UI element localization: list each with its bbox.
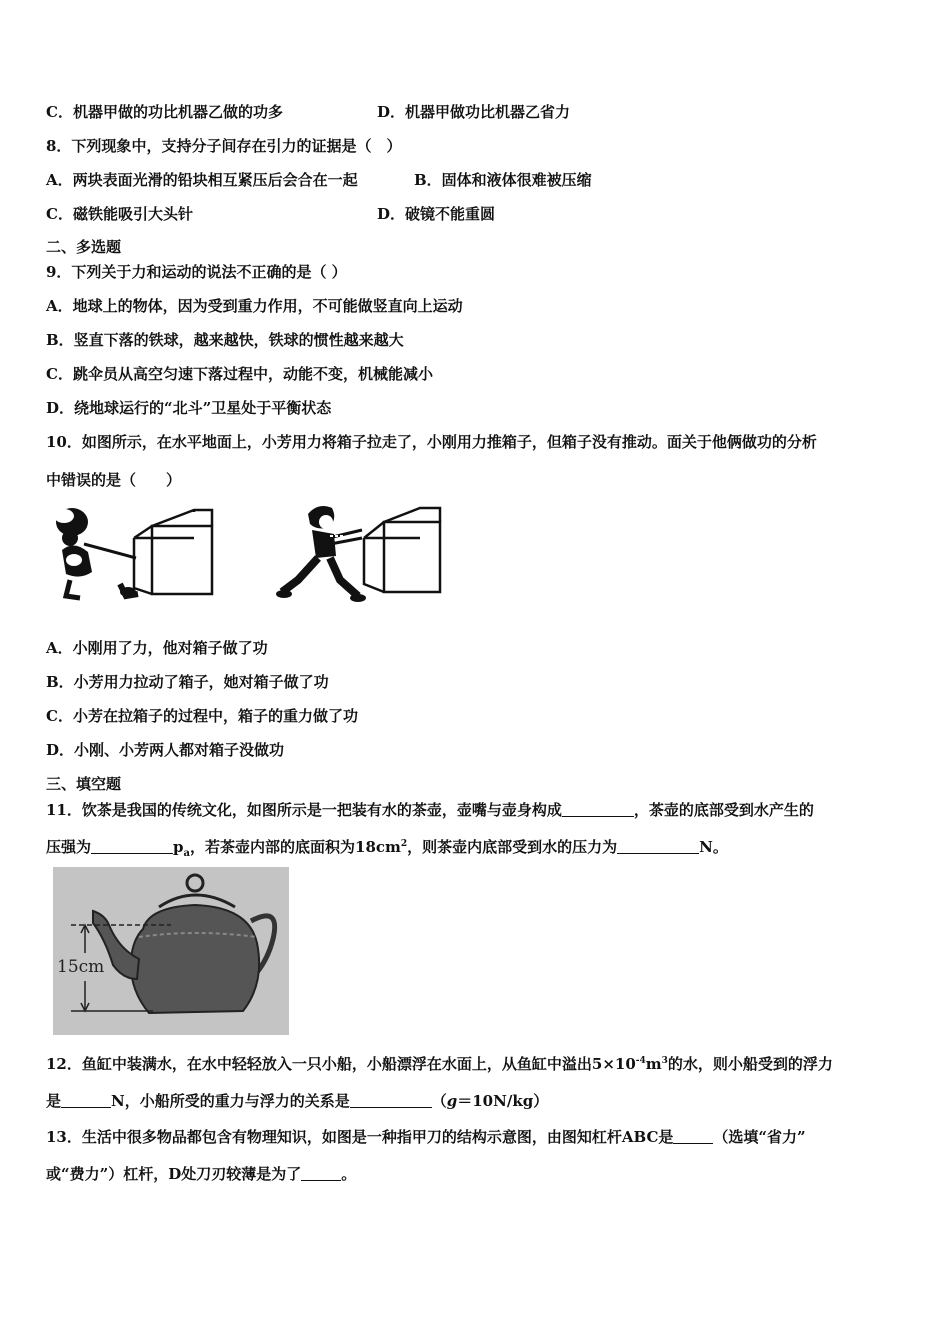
q12-text-d: N，小船所受的重力与浮力的关系是 — [111, 1092, 350, 1110]
q11-dimension-label: 15cm — [57, 957, 105, 977]
q13-text-d: 。 — [341, 1165, 357, 1183]
q11-unit-p: p — [173, 838, 184, 856]
q9-option-c: C．跳伞员从高空匀速下落过程中，动能不变，机械能减小 — [46, 365, 433, 383]
q13-text-c: 或“费力”）杠杆，D处刀刃较薄是为了 — [46, 1165, 302, 1183]
q9-option-d: D．绕地球运行的“北斗”卫星处于平衡状态 — [46, 399, 332, 417]
q12-text-c: 是 — [46, 1092, 62, 1110]
q8-option-a: A．两块表面光滑的铅块相互紧压后会合在一起 — [46, 171, 358, 189]
q12-text-m: m — [645, 1055, 662, 1073]
q11-blank-2 — [91, 839, 173, 854]
q10-stem-line1: 10．如图所示，在水平地面上，小芳用力将箱子拉走了，小刚用力推箱子，但箱子没有推动。面关于他俩做功的分析 — [46, 433, 817, 451]
box-right — [364, 508, 440, 592]
section-heading-multiple-choice: 二、多选题 — [46, 238, 122, 256]
q10-option-b: B．小芳用力拉动了箱子，她对箱子做了功 — [46, 673, 329, 691]
q13-blank-2 — [301, 1166, 341, 1181]
box-left — [134, 510, 212, 594]
q8-option-d: D．破镜不能重圆 — [377, 205, 496, 223]
q11-teapot-figure — [53, 867, 289, 1035]
q7-option-c: C．机器甲做的功比机器乙做的功多 — [46, 103, 283, 121]
teapot-illustration — [53, 867, 289, 1035]
q9-option-a: A．地球上的物体，因为受到重力作用，不可能做竖直向上运动 — [46, 297, 463, 315]
q9-option-b: B．竖直下落的铁球，越来越快，铁球的惯性越来越大 — [46, 331, 404, 349]
q12-text-b: 的水，则小船受到的浮力 — [667, 1055, 833, 1073]
q13-line1 — [46, 1127, 806, 1147]
q10-stem-line2: 中错误的是（ ） — [46, 471, 182, 489]
q12-line1 — [46, 1054, 833, 1074]
q12-blank-1 — [61, 1093, 111, 1108]
q12-sup-exp: -4 — [635, 1056, 646, 1066]
q10-option-a: A．小刚用了力，他对箱子做了功 — [46, 639, 268, 657]
q12-sup-cube: 3 — [661, 1056, 668, 1066]
q8-stem: 8．下列现象中，支持分子间存在引力的证据是（ ） — [46, 137, 402, 155]
q11-text-f: N。 — [699, 838, 728, 856]
q11-unit-sub: a — [183, 848, 190, 859]
q11-blank-3 — [617, 839, 699, 854]
q13-text-a: 13．生活中很多物品都包含有物理知识，如图是一种指甲刀的结构示意图，由图知杠杆ABC是 — [46, 1128, 674, 1146]
q11-line1 — [46, 800, 814, 820]
q12-blank-2 — [350, 1093, 432, 1108]
q11-line2 — [46, 837, 728, 857]
q10-option-c: C．小芳在拉箱子的过程中，箱子的重力做了功 — [46, 707, 358, 725]
q12-g-symbol: g — [446, 1092, 458, 1110]
section-heading-fill-in: 三、填空题 — [46, 775, 122, 793]
q10-figure — [44, 500, 454, 610]
q10-option-d: D．小刚、小芳两人都对箱子没做功 — [46, 741, 285, 759]
q7-option-d: D．机器甲做功比机器乙省力 — [377, 103, 571, 121]
q13-text-b: （选填“省力” — [713, 1128, 806, 1146]
q11-text-c: 压强为 — [46, 838, 92, 856]
q11-text-a: 11．饮茶是我国的传统文化，如图所示是一把装有水的茶壶，壶嘴与壶身构成 — [46, 801, 562, 819]
girl-pulling-figure — [54, 508, 138, 598]
q11-sup: 2 — [400, 839, 408, 849]
q12-line2 — [46, 1091, 548, 1111]
q13-blank-1 — [673, 1129, 713, 1144]
q11-blank-1 — [562, 802, 634, 817]
q8-option-b: B．固体和液体很难被压缩 — [414, 171, 592, 189]
q12-text-a: 12．鱼缸中装满水，在水中轻轻放入一只小船，小船漂浮在水面上，从鱼缸中溢出5×10 — [46, 1055, 636, 1073]
boy-pushing-figure — [276, 506, 366, 602]
q11-text-b: ，茶壶的底部受到水产生的 — [633, 801, 814, 819]
q11-text-e: ，则茶壶内底部受到水的压力为 — [407, 838, 618, 856]
q12-text-e: （ — [431, 1092, 447, 1110]
q8-option-c: C．磁铁能吸引大头针 — [46, 205, 193, 223]
q9-stem: 9．下列关于力和运动的说法不正确的是（ ） — [46, 263, 347, 281]
q12-text-f: ＝10N/kg） — [457, 1092, 549, 1110]
q13-line2 — [46, 1164, 356, 1184]
q11-text-d: ，若茶壶内部的底面积为18cm — [190, 838, 401, 856]
